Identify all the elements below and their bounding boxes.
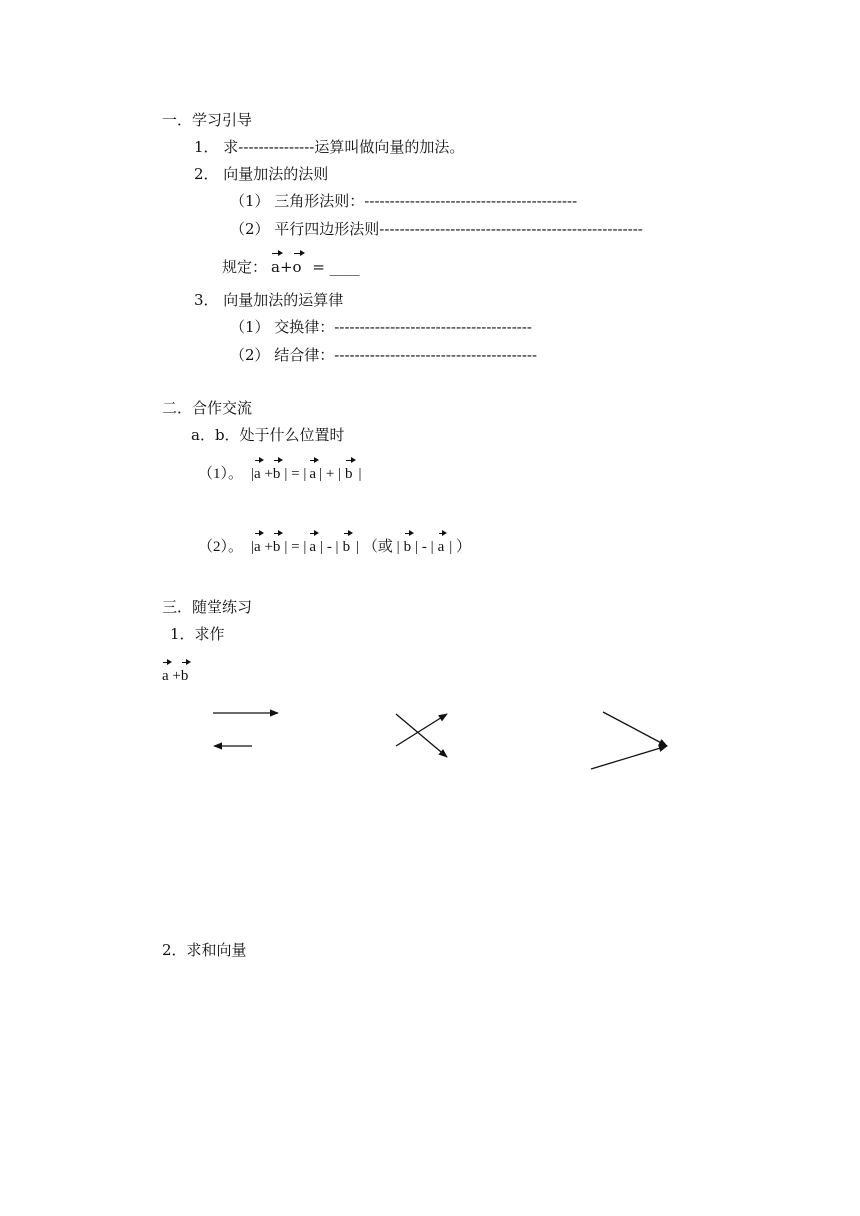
vector-a: a bbox=[271, 258, 280, 276]
vector-o: o bbox=[292, 258, 302, 276]
rule-label: 规定： bbox=[222, 258, 268, 276]
vector-arrow-up-right bbox=[396, 714, 447, 746]
equals-abs: | = | bbox=[284, 466, 307, 482]
plus-sign: + bbox=[260, 539, 273, 555]
figure-converging-vectors bbox=[591, 712, 667, 769]
abs-bar: | bbox=[251, 539, 255, 555]
vector-a: a bbox=[309, 539, 317, 555]
vector-arrow-up-to-point bbox=[591, 746, 667, 769]
item2-text: 2． 向量加法的法则 bbox=[194, 165, 329, 183]
figure-parallel-vectors bbox=[213, 713, 278, 746]
minus-abs: | - | bbox=[320, 539, 339, 555]
item2-triangle-rule: （1） 三角形法则：------------------------------------------ bbox=[230, 192, 578, 210]
vector-b: b bbox=[345, 466, 353, 482]
plus-sign: + bbox=[279, 258, 293, 276]
case1-label: （1）。 bbox=[198, 466, 244, 482]
item2-parallelogram-rule: （2） 平行四边形法则---------------------------------------------------- bbox=[230, 220, 643, 238]
plus-sign: + bbox=[168, 668, 181, 684]
section2-heading: 二．合作交流 bbox=[162, 399, 253, 417]
vector-b: b bbox=[180, 668, 189, 684]
close-paren: | ） bbox=[449, 539, 472, 555]
vector-a: a bbox=[254, 539, 261, 555]
vector-a: a bbox=[254, 466, 261, 482]
vector-a: a bbox=[162, 668, 169, 684]
section3-heading: 三．随堂练习 bbox=[162, 598, 253, 616]
vector-b: b bbox=[272, 539, 281, 555]
section2-question: a．b．处于什么位置时 bbox=[191, 426, 345, 444]
case2-label: （2）。 bbox=[198, 539, 244, 555]
vector-a: a bbox=[309, 466, 317, 482]
vector-b: b bbox=[342, 539, 351, 555]
figure-crossing-vectors bbox=[396, 714, 447, 757]
vector-b: b bbox=[403, 539, 412, 555]
item1-text: 1． 求---------------运算叫做向量的加法。 bbox=[194, 138, 465, 156]
item3-associative-law: （2） 结合律：---------------------------------------- bbox=[230, 346, 538, 364]
plus-abs: | + | bbox=[319, 466, 342, 482]
equals-abs: | = | bbox=[284, 539, 307, 555]
abs-bar: | bbox=[251, 466, 255, 482]
section1-heading: 一．学习引导 bbox=[162, 111, 253, 129]
minus-abs: | - | bbox=[415, 539, 434, 555]
item3-text: 3． 向量加法的运算律 bbox=[194, 291, 344, 309]
abs-bar: | bbox=[358, 466, 362, 482]
rule-blank: = ____ bbox=[307, 258, 360, 276]
vector-arrow-down-to-point bbox=[603, 712, 667, 746]
item3-commutative-law: （1） 交换律：--------------------------------------- bbox=[230, 318, 532, 336]
vector-arrow-down-right bbox=[396, 714, 447, 757]
exercise1-text: 1．求作 bbox=[170, 625, 225, 643]
vector-a: a bbox=[437, 539, 445, 555]
vector-b: b bbox=[272, 466, 281, 482]
or-clause: | （或 | bbox=[356, 539, 400, 555]
plus-sign: + bbox=[260, 466, 273, 482]
exercise2-text: 2．求和向量 bbox=[162, 941, 247, 959]
